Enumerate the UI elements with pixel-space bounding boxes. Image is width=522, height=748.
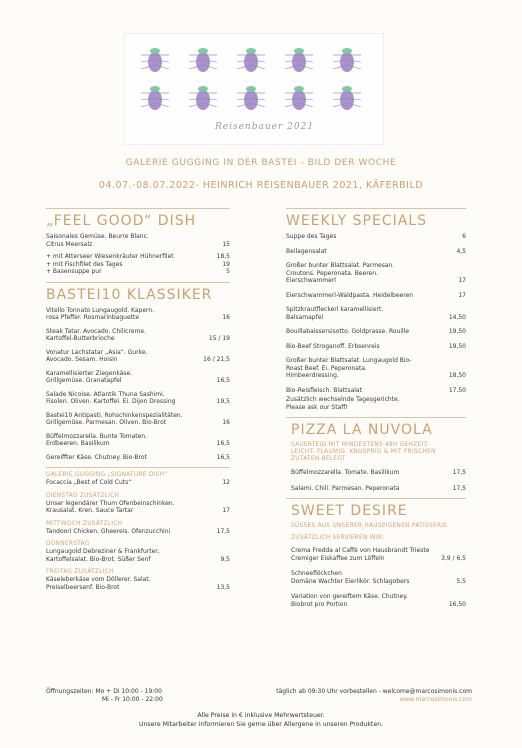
menu-item: [286, 248, 466, 256]
beetle-icon: [189, 48, 217, 72]
menu-item-price: 16,50: [448, 600, 466, 608]
menu-item-price: 5: [226, 268, 230, 275]
menu-item-name: Crema Fredda al Caffè von Hausbrandt Trieste Cremiger Eiskaffee zum Löffeln: [291, 547, 430, 562]
opening-hours-2: Mi - Fr 10:00 - 22:00: [102, 696, 163, 703]
menu-item: [46, 268, 230, 276]
menu-item: [46, 253, 230, 261]
menu-item: [46, 433, 230, 448]
menu-item-price: 16,5: [216, 453, 230, 461]
menu-item-name: Großer bunter Blattsalat. Lungaugold Bio- Roast Beef. Ei. Peperonata. Himbeerdressing.: [286, 357, 412, 379]
beetle-icon: [285, 48, 313, 72]
menu-item: [286, 387, 466, 395]
menu-item: [46, 328, 230, 343]
daily-specials-list: [46, 472, 230, 591]
menu-item: [46, 528, 230, 536]
price-note: Alle Preise in € inklusive Mehrwertsteuer.: [197, 712, 325, 719]
menu-item-name: Bio-Reisfleisch. Blattsalat: [286, 386, 362, 394]
menu-item-price: 15 / 19: [208, 335, 230, 342]
menu-item-price: 19,50: [448, 328, 466, 335]
opening-hours-label: Öffnungszeiten:: [46, 688, 94, 695]
klassiker-list: [46, 307, 230, 462]
order-text: täglich ab 09:30 Uhr vorbestellen - welcome@marcosimonis.com: [276, 688, 472, 695]
menu-item-name: Salami. Chili. Parmesan. Peperonata: [291, 484, 400, 492]
special-heading: GALERIE GUGGING „SIGNATURE DISH“: [46, 472, 168, 478]
menu-item-price: 17: [458, 291, 466, 299]
menu-item-name: + Basensuppe pur: [46, 268, 102, 275]
menu-item-name: Suppe des Tages: [286, 233, 337, 240]
special-heading: MITTWOCH ZUSÄTZLICH: [46, 520, 123, 527]
feel-good-list: [46, 233, 230, 276]
beetle-icon: [141, 86, 169, 110]
menu-item-price: 19,50: [448, 342, 466, 350]
header-gallery: GALERIE GUGGING IN DER BASTEI - BILD DER WOCHE: [125, 158, 397, 168]
beetle-icon: [141, 48, 169, 72]
beetle-icon: [189, 86, 217, 110]
header-artwork-date: 04.07.-08.07.2022- HEINRICH REISENBAUER 2021, KÄFERBILD: [98, 180, 424, 191]
menu-item-name: Schneeflöckchen Domäne Wachter Eierlikör. Schlagobers: [291, 570, 410, 585]
menu-item: [286, 306, 466, 321]
menu-item-name: Bio-Beef Stroganoff. Erbsenreis: [286, 342, 380, 350]
left-column: [46, 208, 230, 591]
beetle-icon: [333, 86, 361, 110]
menu-item-price: 19: [222, 260, 230, 268]
menu-item: [46, 454, 230, 462]
klassiker-title: BASTEI10 KLASSIKER: [46, 286, 213, 303]
menu-item-name: Focaccia „Best of Cold Cuts“: [46, 479, 132, 486]
menu-item: [46, 500, 230, 515]
sweet-title: SWEET DESIRE: [291, 503, 408, 519]
menu-item-price: 16: [222, 314, 230, 321]
menu-item-price: 16,5: [216, 377, 230, 384]
menu-item-name: Steak Tatar. Avocado. Chilicreme. Kartoffel-Butterbrioche: [46, 327, 146, 342]
menu-item-price: 14,50: [448, 313, 466, 321]
beetle-icon: [285, 86, 313, 110]
menu-item-price: 16,5: [216, 440, 230, 447]
divider: [286, 498, 466, 499]
weekly-specials-list: [286, 233, 466, 394]
artwork-signature: Reisenbauer 2021: [215, 122, 315, 132]
menu-item-name: Salade Nicoise. Atlantik Thuna Sashimi. Fisolen. Oliven. Kartoffel. Ei. Dijon Dressing: [46, 390, 176, 405]
menu-item: [286, 262, 466, 285]
pizza-list: [291, 469, 466, 492]
right-column: [286, 208, 466, 608]
menu-item-name: Großer bunter Blattsalat. Parmesan. Croutons. Peperonata. Beeren. Eierschwammerl: [286, 262, 395, 284]
divider: [46, 467, 230, 468]
menu-item: [291, 469, 466, 477]
menu-item: [286, 328, 466, 336]
menu-item-name: + mit Atterseer Wiesenkräuter Hühnerfilet: [46, 253, 174, 260]
weekly-note-text: Zusätzlich wechselnde Tagesgerichte. Please ask our Staff!: [286, 396, 400, 411]
menu-item: [46, 479, 230, 487]
menu-item-price: 4,5: [456, 247, 466, 255]
beetle-icon: [333, 48, 361, 72]
opening-hours-1: Mo + Di 10:00 - 19:00: [95, 688, 162, 695]
menu-item-name: Karamellisierter Ziegenkäse. Grillgemüse. Granatapfel: [46, 369, 133, 384]
pizza-title: PIZZA LA NUVOLA: [291, 422, 433, 438]
menu-item-name: Käseleberkäse vom Döllerer. Salat. Preiselbeersenf. Bio-Brot: [46, 576, 151, 591]
menu-item-price: 13,5: [216, 583, 230, 591]
menu-item-price: 19,5: [216, 398, 230, 405]
beetle-icon: [237, 48, 265, 72]
beetle-illustration: [135, 42, 373, 122]
sweet-list: [291, 547, 466, 608]
special-heading: DONNERSTAG: [46, 541, 90, 547]
menu-item: [46, 349, 230, 364]
menu-item-name: Variation von gereiftem Käse. Chutney. Biobrot pro Portion: [291, 593, 408, 608]
menu-item-price: 18,50: [448, 372, 466, 379]
menu-item: [286, 233, 466, 241]
menu-item-name: Bouillabaissersisotto. Goldprasse. Rouille: [286, 328, 410, 335]
menu-item-name: Vonatur Lachstatar „Asia“. Gurke. Avocado. Sesam. Hoisin: [46, 348, 148, 363]
menu-item-name: Vitello Tonnato Lungaugold. Kapern. rosa Pfeffer. Rosmarinbaguette: [46, 306, 155, 321]
pizza-subtitle: SAUERTEIG MIT MINDESTENS 48H GEHZEIT. LEICHT. FLAUMIG. KNUSPRIG & MIT FRISCHEN ZUTATEN BELEGT: [291, 442, 436, 462]
menu-item-name: Saisonales Gemüse. Beurre Blanc. Citrus Meersalz: [46, 233, 149, 248]
menu-item: [46, 370, 230, 385]
menu-item: [291, 547, 466, 562]
feel-good-title: „FEEL GOOD“ DISH: [46, 213, 197, 229]
menu-item-price: 15: [222, 240, 230, 248]
divider: [46, 208, 230, 209]
menu-item-price: 18,5: [216, 253, 230, 260]
menu-item: [46, 412, 230, 427]
menu-item-name: Beilagensalat: [286, 247, 327, 255]
menu-item-price: 17,50: [448, 386, 466, 394]
menu-item: [286, 357, 466, 380]
sweet-subtitle: SÜSSES AUS UNSERER HAUSEIGENEN PATISSERIE: [291, 523, 448, 529]
order-info: [272, 688, 472, 704]
menu-item-price: 12: [222, 479, 230, 486]
sweet-subtitle-2: ZUSÄTZLICH SERVIEREN WIR:: [291, 535, 385, 541]
menu-item: [46, 307, 230, 322]
menu-item-price: 5,5: [456, 577, 466, 585]
menu-item: [291, 570, 466, 585]
special-heading: DIENSTAG ZUSÄTZLICH: [46, 492, 120, 499]
divider: [286, 417, 466, 418]
website-link[interactable]: www.marcosimonis.com: [399, 696, 472, 703]
divider: [46, 282, 230, 283]
menu-item-price: 6: [462, 233, 466, 240]
menu-item-price: 17: [222, 507, 230, 514]
menu-item-name: + mit Fischfilet des Tages: [46, 260, 123, 268]
footnote: [0, 711, 522, 729]
menu-item-name: Eierschwammerl-Waldpasta. Heidelbeeren: [286, 291, 414, 299]
menu-item: [291, 593, 466, 608]
menu-item-name: Lungaugold Debreziner & Frankfurter, Kartoffelsalat. Bio-Brot. Süßer Senf: [46, 548, 160, 563]
menu-item: [46, 261, 230, 269]
artwork-kaeferbild: [124, 33, 384, 145]
menu-item-name: Tandoori Chicken. Gheereis. Ofenzucchini: [46, 527, 171, 535]
menu-item-name: Unser legendärer Thum Ofenbeinschinken. Krausalat. Kren. Sauce Tartar: [46, 499, 175, 514]
menu-item: [291, 485, 466, 493]
menu-item-price: 17,5: [216, 527, 230, 535]
menu-item: [46, 233, 230, 248]
divider: [286, 208, 466, 209]
menu-item-name: Büffelmozzarella. Bunte Tomaten. Erdbeeren. Basilikum: [46, 432, 148, 447]
menu-item: [46, 548, 230, 563]
beetle-icon: [237, 86, 265, 110]
menu-item-price: 17,5: [452, 484, 466, 492]
menu-item: [46, 391, 230, 406]
weekly-specials-title: WEEKLY SPECIALS: [286, 213, 427, 229]
menu-item-price: 16: [222, 419, 230, 426]
menu-item-price: 17: [458, 277, 466, 284]
menu-item: [286, 343, 466, 351]
special-heading: FREITAG ZUSÄTZLICH: [46, 569, 114, 575]
menu-item-name: Gereiffter Käse. Chutney. Bio-Brot: [46, 453, 147, 461]
allergen-note: Unsere Mitarbeiter informieren Sie gerne über Allergene in unseren Produkten.: [138, 721, 384, 728]
menu-item: [286, 292, 466, 300]
menu-item-price: 17,5: [452, 469, 466, 476]
weekly-note: [286, 396, 466, 411]
menu-item-name: Bastei10 Antipasti. Rohschinkenspezialitäten. Grillgemüse. Parmesan. Oliven. Bio-Brot: [46, 411, 183, 426]
menu-item-price: 3,9 / 6,5: [441, 554, 466, 562]
menu-item-name: Spitzkrautfleckerl karamellisiert. Balsamapfel: [286, 306, 384, 321]
menu-item: [46, 576, 230, 591]
opening-hours: [46, 688, 163, 704]
menu-item-price: 9,5: [220, 555, 230, 563]
menu-item-name: Büffelmozzarella. Tomate. Basilikum: [291, 469, 400, 476]
menu-item-price: 16 / 21,5: [203, 356, 230, 363]
